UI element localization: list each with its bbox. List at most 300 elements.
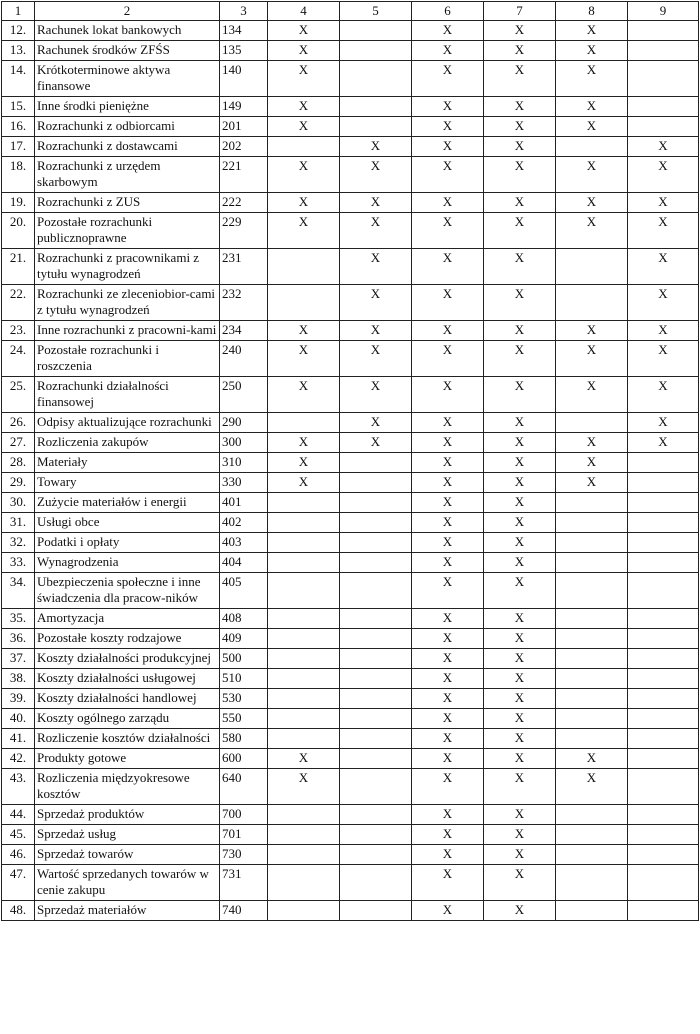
mark-col-4 xyxy=(268,649,340,669)
account-code: 500 xyxy=(220,649,268,669)
mark-col-7: X xyxy=(484,805,556,825)
mark-col-9: X xyxy=(628,341,699,377)
table-row xyxy=(2,901,699,921)
mark-col-8 xyxy=(556,493,628,513)
mark-col-6: X xyxy=(412,629,484,649)
mark-col-6: X xyxy=(412,825,484,845)
mark-col-6: X xyxy=(412,193,484,213)
mark-col-5: X xyxy=(340,341,412,377)
mark-col-9 xyxy=(628,901,699,921)
mark-col-6: X xyxy=(412,321,484,341)
mark-col-9 xyxy=(628,629,699,649)
mark-col-9: X xyxy=(628,213,699,249)
mark-col-8 xyxy=(556,709,628,729)
mark-col-5 xyxy=(340,669,412,689)
account-code: 330 xyxy=(220,473,268,493)
mark-col-8 xyxy=(556,845,628,865)
mark-col-5 xyxy=(340,533,412,553)
mark-col-6: X xyxy=(412,845,484,865)
mark-col-5 xyxy=(340,21,412,41)
account-name: Sprzedaż usług xyxy=(35,825,220,845)
mark-col-4 xyxy=(268,629,340,649)
row-number: 33. xyxy=(2,553,35,573)
table-row xyxy=(2,117,699,137)
column-header: 4 xyxy=(268,2,340,21)
row-number: 43. xyxy=(2,769,35,805)
account-name: Pozostałe rozrachunki publicznoprawne xyxy=(35,213,220,249)
table-row xyxy=(2,41,699,61)
mark-col-4: X xyxy=(268,213,340,249)
account-code: 229 xyxy=(220,213,268,249)
mark-col-5 xyxy=(340,749,412,769)
mark-col-9 xyxy=(628,825,699,845)
mark-col-8: X xyxy=(556,433,628,453)
mark-col-4 xyxy=(268,609,340,629)
account-name: Krótkoterminowe aktywa finansowe xyxy=(35,61,220,97)
mark-col-5: X xyxy=(340,249,412,285)
account-code: 290 xyxy=(220,413,268,433)
mark-col-5 xyxy=(340,513,412,533)
account-code: 149 xyxy=(220,97,268,117)
account-name: Sprzedaż produktów xyxy=(35,805,220,825)
account-name: Podatki i opłaty xyxy=(35,533,220,553)
account-code: 310 xyxy=(220,453,268,473)
mark-col-7: X xyxy=(484,321,556,341)
mark-col-7: X xyxy=(484,413,556,433)
table-row xyxy=(2,729,699,749)
mark-col-7: X xyxy=(484,553,556,573)
mark-col-9 xyxy=(628,845,699,865)
mark-col-9 xyxy=(628,453,699,473)
mark-col-9 xyxy=(628,61,699,97)
mark-col-4 xyxy=(268,493,340,513)
mark-col-5: X xyxy=(340,157,412,193)
mark-col-5 xyxy=(340,649,412,669)
table-row xyxy=(2,453,699,473)
mark-col-6: X xyxy=(412,61,484,97)
row-number: 47. xyxy=(2,865,35,901)
mark-col-6: X xyxy=(412,649,484,669)
mark-col-6: X xyxy=(412,805,484,825)
account-code: 405 xyxy=(220,573,268,609)
row-number: 46. xyxy=(2,845,35,865)
row-number: 12. xyxy=(2,21,35,41)
mark-col-4 xyxy=(268,805,340,825)
mark-col-8 xyxy=(556,573,628,609)
mark-col-5: X xyxy=(340,377,412,413)
account-code: 135 xyxy=(220,41,268,61)
account-name: Materiały xyxy=(35,453,220,473)
mark-col-7: X xyxy=(484,137,556,157)
account-name: Rozrachunki z dostawcami xyxy=(35,137,220,157)
account-name: Ubezpieczenia społeczne i inne świadczenia dla pracow-ników xyxy=(35,573,220,609)
account-code: 530 xyxy=(220,689,268,709)
mark-col-5 xyxy=(340,493,412,513)
mark-col-8 xyxy=(556,137,628,157)
mark-col-6: X xyxy=(412,41,484,61)
account-code: 401 xyxy=(220,493,268,513)
mark-col-7: X xyxy=(484,749,556,769)
mark-col-6: X xyxy=(412,901,484,921)
mark-col-4 xyxy=(268,709,340,729)
table-row xyxy=(2,649,699,669)
table-row xyxy=(2,377,699,413)
mark-col-8: X xyxy=(556,769,628,805)
column-header: 2 xyxy=(35,2,220,21)
account-name: Koszty działalności handlowej xyxy=(35,689,220,709)
mark-col-8 xyxy=(556,689,628,709)
row-number: 19. xyxy=(2,193,35,213)
row-number: 20. xyxy=(2,213,35,249)
mark-col-5 xyxy=(340,901,412,921)
mark-col-4: X xyxy=(268,117,340,137)
mark-col-4: X xyxy=(268,473,340,493)
table-row xyxy=(2,865,699,901)
mark-col-7: X xyxy=(484,573,556,609)
row-number: 26. xyxy=(2,413,35,433)
mark-col-5 xyxy=(340,609,412,629)
table-row xyxy=(2,249,699,285)
mark-col-4: X xyxy=(268,341,340,377)
row-number: 14. xyxy=(2,61,35,97)
mark-col-5 xyxy=(340,825,412,845)
mark-col-9: X xyxy=(628,137,699,157)
mark-col-6: X xyxy=(412,137,484,157)
mark-col-5 xyxy=(340,453,412,473)
mark-col-8 xyxy=(556,249,628,285)
mark-col-9: X xyxy=(628,193,699,213)
mark-col-5 xyxy=(340,61,412,97)
column-header: 1 xyxy=(2,2,35,21)
mark-col-5 xyxy=(340,117,412,137)
row-number: 32. xyxy=(2,533,35,553)
mark-col-6: X xyxy=(412,97,484,117)
account-code: 731 xyxy=(220,865,268,901)
table-row xyxy=(2,825,699,845)
account-name: Usługi obce xyxy=(35,513,220,533)
mark-col-8 xyxy=(556,669,628,689)
column-header: 6 xyxy=(412,2,484,21)
account-code: 701 xyxy=(220,825,268,845)
account-name: Sprzedaż towarów xyxy=(35,845,220,865)
account-code: 550 xyxy=(220,709,268,729)
mark-col-9: X xyxy=(628,249,699,285)
mark-col-6: X xyxy=(412,413,484,433)
account-code: 134 xyxy=(220,21,268,41)
mark-col-9: X xyxy=(628,377,699,413)
account-code: 202 xyxy=(220,137,268,157)
mark-col-5 xyxy=(340,865,412,901)
mark-col-5: X xyxy=(340,213,412,249)
account-name: Pozostałe rozrachunki i roszczenia xyxy=(35,341,220,377)
mark-col-9 xyxy=(628,769,699,805)
mark-col-4: X xyxy=(268,769,340,805)
table-row xyxy=(2,689,699,709)
mark-col-8 xyxy=(556,649,628,669)
mark-col-8: X xyxy=(556,157,628,193)
account-name: Rozrachunki z pracownikami z tytułu wynagrodzeń xyxy=(35,249,220,285)
mark-col-4 xyxy=(268,137,340,157)
account-name: Rachunek lokat bankowych xyxy=(35,21,220,41)
mark-col-5: X xyxy=(340,137,412,157)
table-row xyxy=(2,213,699,249)
mark-col-8: X xyxy=(556,97,628,117)
account-code: 140 xyxy=(220,61,268,97)
row-number: 44. xyxy=(2,805,35,825)
account-name: Rozliczenia zakupów xyxy=(35,433,220,453)
table-row xyxy=(2,769,699,805)
mark-col-5 xyxy=(340,41,412,61)
mark-col-6: X xyxy=(412,609,484,629)
mark-col-8: X xyxy=(556,61,628,97)
mark-col-6: X xyxy=(412,213,484,249)
mark-col-6: X xyxy=(412,865,484,901)
mark-col-5 xyxy=(340,629,412,649)
mark-col-6: X xyxy=(412,117,484,137)
account-name: Koszty działalności usługowej xyxy=(35,669,220,689)
mark-col-7: X xyxy=(484,285,556,321)
account-code: 740 xyxy=(220,901,268,921)
table-row xyxy=(2,749,699,769)
mark-col-5 xyxy=(340,709,412,729)
mark-col-6: X xyxy=(412,553,484,573)
mark-col-4 xyxy=(268,689,340,709)
mark-col-8 xyxy=(556,285,628,321)
mark-col-7: X xyxy=(484,513,556,533)
mark-col-4 xyxy=(268,901,340,921)
account-code: 232 xyxy=(220,285,268,321)
mark-col-9 xyxy=(628,41,699,61)
mark-col-8 xyxy=(556,513,628,533)
header-row xyxy=(2,2,699,21)
row-number: 27. xyxy=(2,433,35,453)
account-name: Rozrachunki z urzędem skarbowym xyxy=(35,157,220,193)
mark-col-9 xyxy=(628,669,699,689)
mark-col-6: X xyxy=(412,513,484,533)
account-name: Amortyzacja xyxy=(35,609,220,629)
row-number: 18. xyxy=(2,157,35,193)
mark-col-4: X xyxy=(268,97,340,117)
mark-col-9: X xyxy=(628,157,699,193)
table-row xyxy=(2,285,699,321)
mark-col-4: X xyxy=(268,157,340,193)
mark-col-8: X xyxy=(556,473,628,493)
table-row xyxy=(2,97,699,117)
mark-col-7: X xyxy=(484,629,556,649)
mark-col-9 xyxy=(628,117,699,137)
account-name: Rachunek środków ZFŚS xyxy=(35,41,220,61)
column-header: 3 xyxy=(220,2,268,21)
mark-col-4 xyxy=(268,825,340,845)
mark-col-4 xyxy=(268,553,340,573)
mark-col-5: X xyxy=(340,413,412,433)
mark-col-6: X xyxy=(412,709,484,729)
mark-col-4: X xyxy=(268,433,340,453)
column-header: 5 xyxy=(340,2,412,21)
account-code: 402 xyxy=(220,513,268,533)
account-code: 250 xyxy=(220,377,268,413)
account-code: 231 xyxy=(220,249,268,285)
mark-col-4: X xyxy=(268,61,340,97)
row-number: 38. xyxy=(2,669,35,689)
mark-col-8: X xyxy=(556,117,628,137)
account-name: Rozliczenie kosztów działalności xyxy=(35,729,220,749)
mark-col-8 xyxy=(556,825,628,845)
account-code: 221 xyxy=(220,157,268,193)
mark-col-7: X xyxy=(484,769,556,805)
mark-col-4: X xyxy=(268,321,340,341)
row-number: 36. xyxy=(2,629,35,649)
mark-col-4 xyxy=(268,845,340,865)
mark-col-6: X xyxy=(412,157,484,193)
mark-col-4 xyxy=(268,413,340,433)
account-code: 404 xyxy=(220,553,268,573)
row-number: 37. xyxy=(2,649,35,669)
row-number: 15. xyxy=(2,97,35,117)
table-row xyxy=(2,413,699,433)
table-row xyxy=(2,341,699,377)
account-code: 409 xyxy=(220,629,268,649)
mark-col-7: X xyxy=(484,249,556,285)
account-name: Inne środki pieniężne xyxy=(35,97,220,117)
table-row xyxy=(2,845,699,865)
mark-col-5 xyxy=(340,689,412,709)
mark-col-6: X xyxy=(412,473,484,493)
table-row xyxy=(2,321,699,341)
table-row xyxy=(2,61,699,97)
mark-col-4: X xyxy=(268,453,340,473)
mark-col-6: X xyxy=(412,689,484,709)
row-number: 13. xyxy=(2,41,35,61)
mark-col-5: X xyxy=(340,193,412,213)
mark-col-7: X xyxy=(484,709,556,729)
row-number: 35. xyxy=(2,609,35,629)
mark-col-8 xyxy=(556,729,628,749)
account-name: Odpisy aktualizujące rozrachunki xyxy=(35,413,220,433)
mark-col-5 xyxy=(340,97,412,117)
account-code: 240 xyxy=(220,341,268,377)
table-row xyxy=(2,473,699,493)
table-row xyxy=(2,669,699,689)
mark-col-5 xyxy=(340,573,412,609)
account-name: Zużycie materiałów i energii xyxy=(35,493,220,513)
mark-col-8 xyxy=(556,533,628,553)
mark-col-6: X xyxy=(412,493,484,513)
mark-col-6: X xyxy=(412,377,484,413)
account-name: Wynagrodzenia xyxy=(35,553,220,573)
mark-col-4 xyxy=(268,573,340,609)
mark-col-4: X xyxy=(268,377,340,413)
table-row xyxy=(2,553,699,573)
mark-col-9 xyxy=(628,21,699,41)
mark-col-8 xyxy=(556,901,628,921)
mark-col-9 xyxy=(628,865,699,901)
account-code: 700 xyxy=(220,805,268,825)
mark-col-5 xyxy=(340,769,412,805)
mark-col-7: X xyxy=(484,157,556,193)
mark-col-8: X xyxy=(556,41,628,61)
mark-col-7: X xyxy=(484,649,556,669)
mark-col-7: X xyxy=(484,609,556,629)
account-name: Wartość sprzedanych towarów w cenie zakupu xyxy=(35,865,220,901)
mark-col-6: X xyxy=(412,749,484,769)
mark-col-6: X xyxy=(412,769,484,805)
account-code: 730 xyxy=(220,845,268,865)
mark-col-9 xyxy=(628,573,699,609)
accounts-table xyxy=(1,1,699,921)
mark-col-6: X xyxy=(412,249,484,285)
mark-col-9 xyxy=(628,533,699,553)
mark-col-5: X xyxy=(340,285,412,321)
mark-col-5 xyxy=(340,805,412,825)
mark-col-7: X xyxy=(484,97,556,117)
mark-col-7: X xyxy=(484,453,556,473)
account-name: Koszty ogólnego zarządu xyxy=(35,709,220,729)
mark-col-9: X xyxy=(628,285,699,321)
mark-col-8: X xyxy=(556,749,628,769)
row-number: 30. xyxy=(2,493,35,513)
mark-col-7: X xyxy=(484,41,556,61)
mark-col-8: X xyxy=(556,321,628,341)
mark-col-9 xyxy=(628,609,699,629)
account-name: Pozostałe koszty rodzajowe xyxy=(35,629,220,649)
table-row xyxy=(2,493,699,513)
table-row xyxy=(2,629,699,649)
mark-col-6: X xyxy=(412,21,484,41)
mark-col-9: X xyxy=(628,321,699,341)
table-row xyxy=(2,513,699,533)
table-row xyxy=(2,805,699,825)
mark-col-9 xyxy=(628,97,699,117)
mark-col-9 xyxy=(628,749,699,769)
mark-col-7: X xyxy=(484,193,556,213)
mark-col-8: X xyxy=(556,193,628,213)
mark-col-4 xyxy=(268,285,340,321)
mark-col-4 xyxy=(268,249,340,285)
column-header: 9 xyxy=(628,2,699,21)
mark-col-9 xyxy=(628,805,699,825)
account-code: 234 xyxy=(220,321,268,341)
table-row xyxy=(2,21,699,41)
mark-col-9 xyxy=(628,729,699,749)
account-code: 201 xyxy=(220,117,268,137)
account-name: Rozrachunki z odbiorcami xyxy=(35,117,220,137)
mark-col-4 xyxy=(268,865,340,901)
account-code: 510 xyxy=(220,669,268,689)
mark-col-9: X xyxy=(628,433,699,453)
row-number: 39. xyxy=(2,689,35,709)
mark-col-4: X xyxy=(268,749,340,769)
mark-col-7: X xyxy=(484,21,556,41)
table-row xyxy=(2,193,699,213)
mark-col-7: X xyxy=(484,845,556,865)
table-row xyxy=(2,533,699,553)
column-header: 7 xyxy=(484,2,556,21)
mark-col-7: X xyxy=(484,473,556,493)
mark-col-5: X xyxy=(340,321,412,341)
mark-col-4 xyxy=(268,513,340,533)
table-row xyxy=(2,433,699,453)
mark-col-9 xyxy=(628,709,699,729)
mark-col-8: X xyxy=(556,21,628,41)
mark-col-8: X xyxy=(556,453,628,473)
mark-col-7: X xyxy=(484,865,556,901)
mark-col-5: X xyxy=(340,433,412,453)
account-code: 300 xyxy=(220,433,268,453)
mark-col-6: X xyxy=(412,285,484,321)
mark-col-8 xyxy=(556,553,628,573)
mark-col-8: X xyxy=(556,377,628,413)
